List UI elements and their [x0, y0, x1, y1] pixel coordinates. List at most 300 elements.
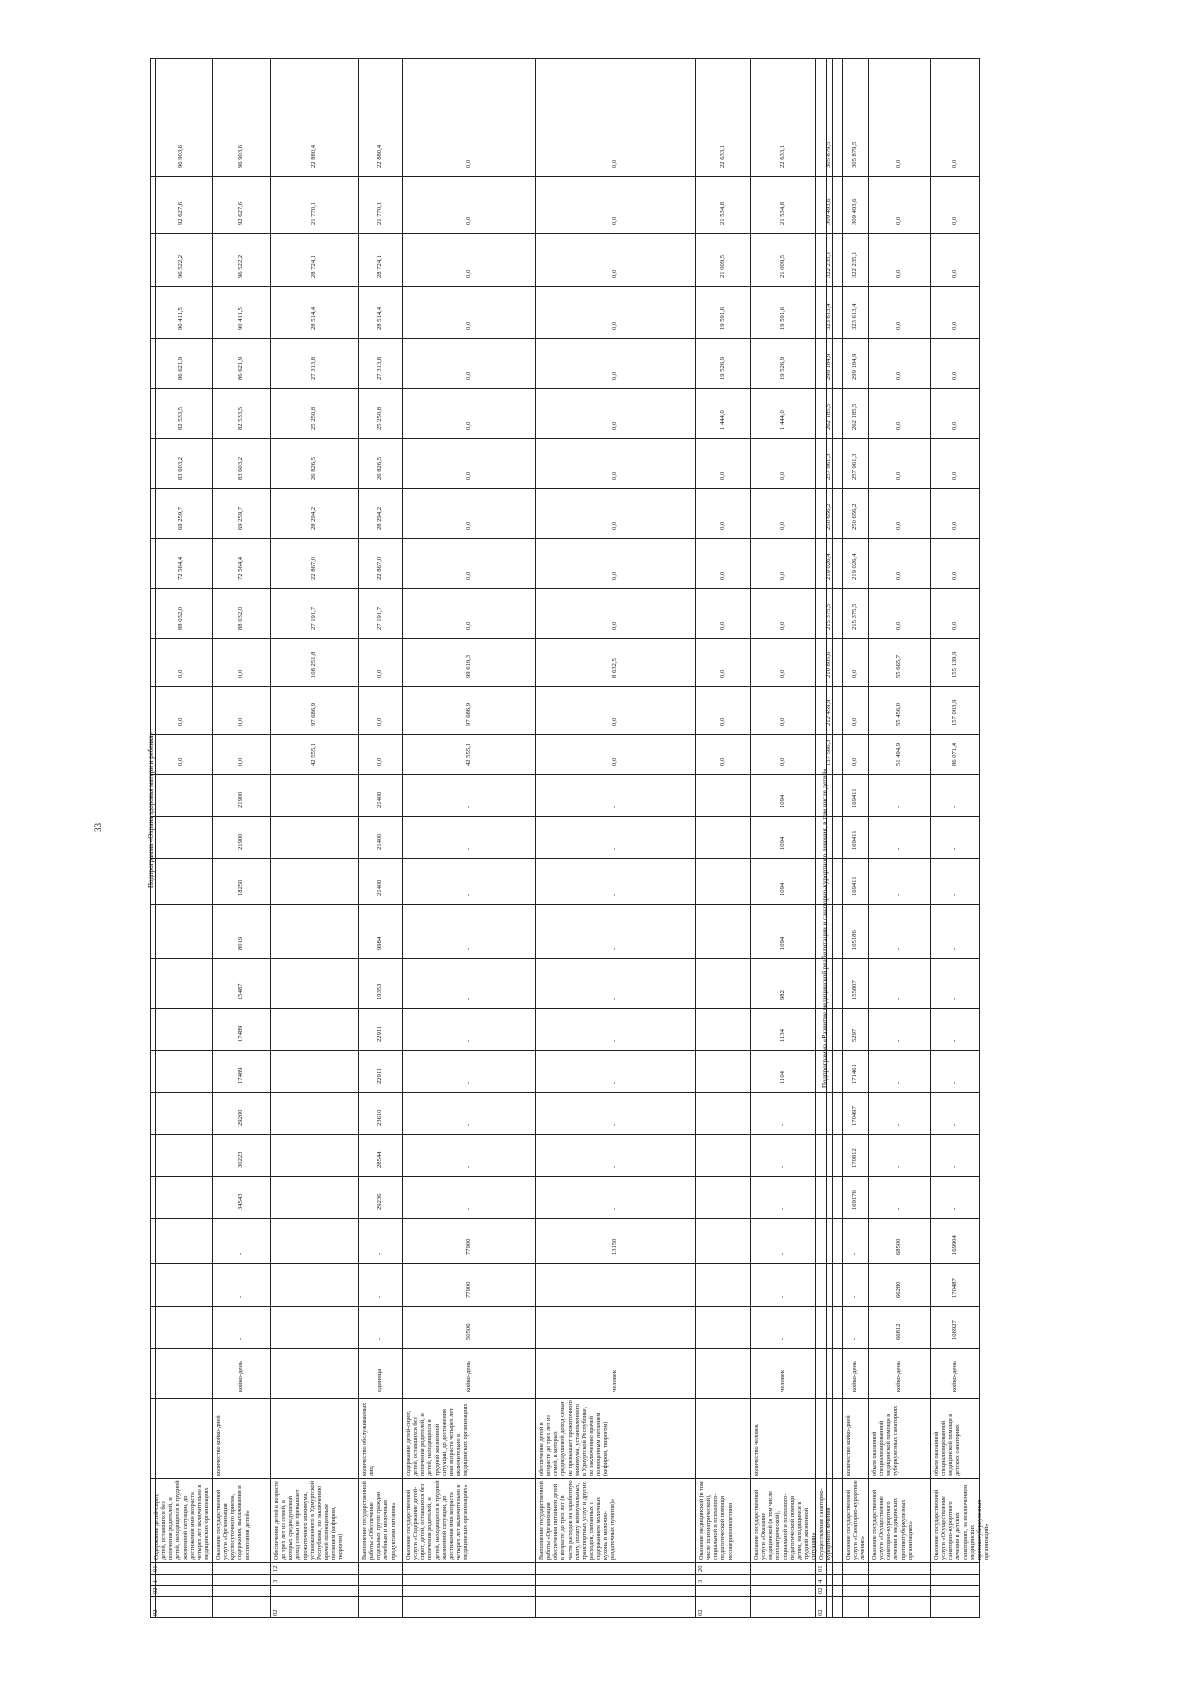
count-value: - — [895, 1207, 902, 1210]
finance-value: 72 564,4 — [177, 556, 184, 580]
finance-value: 0,0 — [895, 269, 902, 278]
code-cell: 01 — [817, 1565, 824, 1572]
finance-value: 323 613,4 — [851, 303, 858, 330]
finance-value: 219 026,4 — [851, 553, 858, 580]
count-value: 19353 — [376, 983, 383, 1000]
column-separator — [150, 638, 980, 639]
count-value: 30223 — [237, 1151, 244, 1168]
finance-value: 21 009,5 — [778, 254, 786, 278]
count-value: - — [464, 947, 472, 950]
count-value: 1104 — [778, 1071, 786, 1084]
count-value: - — [895, 805, 902, 808]
finance-value: 0,0 — [895, 371, 902, 380]
count-value: - — [895, 893, 902, 896]
row-name: Оказание государственной услуги «Оказание медицинской (в том числе психиатрической), социальной и психолого-педагогической помощи детям, находящимся в трудной жизненной ситуации» — [753, 1489, 817, 1560]
count-value: - — [951, 1207, 958, 1210]
column-separator — [150, 1218, 980, 1219]
unit: койко-день — [951, 1361, 958, 1392]
column-separator — [150, 734, 980, 735]
finance-value: 27 191,7 — [376, 606, 383, 630]
finance-value: 0,0 — [895, 521, 902, 530]
finance-value: 309 493,6 — [824, 198, 832, 225]
finance-value: 72 564,4 — [237, 556, 244, 580]
finance-value: 92 627,6 — [237, 201, 244, 225]
unit: человек — [611, 1369, 618, 1392]
indicator: обеспечение детей в возрасте до трех лет из семей, в которых среднедушевой доход семьи не превышает прожиточного минимума, установленного в Удмуртской Республике, по заключению врачей полноценным питанием (кефиром, творогом) — [538, 1400, 610, 1476]
column-separator — [150, 1263, 980, 1264]
code-cell: 02 — [152, 1609, 159, 1616]
finance-value: 0,0 — [951, 269, 958, 278]
column-separator — [150, 1092, 980, 1093]
row-name: Содержание детей-сирот, детей, оставшихся без попечения родителей, и детей, находящихся в трудной жизненной ситуации, до достижения ими возраста четырех лет включительно в медицинских организациях — [153, 1480, 210, 1560]
column-separator — [150, 1008, 980, 1009]
finance-value: 27 313,8 — [376, 356, 383, 380]
count-value: 105186 — [851, 930, 858, 950]
finance-value: 42 555,1 — [464, 742, 472, 766]
column-separator — [150, 1478, 980, 1479]
finance-value: 305 879,5 — [851, 141, 858, 168]
count-value: 169411 — [851, 876, 858, 896]
finance-value: 0,0 — [718, 717, 726, 726]
code-cell: 20 — [697, 1565, 704, 1572]
volume-value: 106927 — [951, 1320, 958, 1340]
finance-value: 257 961,3 — [851, 453, 858, 480]
finance-value: 69 259,7 — [237, 506, 244, 530]
finance-value: 51 494,9 — [895, 742, 902, 766]
finance-value: 0,0 — [895, 321, 902, 330]
finance-value: 86 071,4 — [951, 742, 958, 766]
finance-value: 69 259,7 — [177, 506, 184, 530]
column-separator — [150, 488, 980, 489]
count-value: 1094 — [778, 836, 786, 850]
count-value: 21900 — [237, 833, 244, 850]
finance-value: 0,0 — [778, 717, 786, 726]
volume-value: - — [778, 1252, 786, 1255]
row-separator — [750, 58, 751, 1618]
column-separator — [150, 1574, 980, 1575]
finance-value: 0,0 — [237, 717, 244, 726]
finance-value: 22 880,4 — [376, 144, 383, 168]
finance-value: 0,0 — [464, 269, 472, 278]
row-separator — [930, 58, 931, 1618]
finance-value: 19 526,9 — [718, 356, 726, 380]
count-value: - — [464, 1123, 472, 1126]
count-value: 29200 — [237, 1109, 244, 1126]
row-name: Оказание медицинской (в том числе психиатрической), социальной и психолого-педагогической помощи несовершеннолетним — [698, 1481, 734, 1560]
finance-value: 19 591,6 — [778, 306, 786, 330]
count-value: 21400 — [376, 791, 383, 808]
finance-value: 0,0 — [376, 669, 383, 678]
finance-value: 97 686,9 — [310, 702, 317, 726]
count-value: - — [611, 997, 618, 1000]
volume-value: 170487 — [951, 1278, 958, 1298]
finance-value: 0,0 — [611, 159, 618, 168]
count-value: 8019 — [237, 936, 244, 950]
row-name: Обеспечение детей в возрасте до трех лет из семей, в которых среднедушевой доход семьи не превышает прожиточного минимума, установленного в Удмуртской Республике, по заключению врачей полноценным питанием (кефиром, творогом) — [273, 1481, 345, 1560]
indicator: количество обслуживаемых лиц — [361, 1402, 376, 1476]
count-value: 169411 — [851, 788, 858, 808]
finance-value: 90 411,5 — [237, 307, 244, 330]
count-value: - — [464, 997, 472, 1000]
column-separator — [150, 958, 980, 959]
finance-value: 0,0 — [177, 669, 184, 678]
count-value: 155807 — [851, 980, 858, 1000]
row-name: Оказание государственной услуги «Осуществление санаторно-курортного лечения в медицинских противотуберкулезных организациях» — [871, 1489, 914, 1560]
count-value: - — [611, 947, 618, 950]
finance-value: 0,0 — [464, 621, 472, 630]
finance-value: 262 185,5 — [851, 403, 858, 430]
volume-value: 77900 — [464, 1238, 472, 1255]
finance-value: 86 621,9 — [237, 356, 244, 380]
unit: койко-день — [464, 1361, 472, 1392]
column-separator — [150, 1398, 980, 1399]
finance-value: 28 294,2 — [376, 506, 383, 530]
count-value: 169176 — [851, 1190, 858, 1210]
count-value: - — [895, 1039, 902, 1042]
count-value: - — [951, 947, 958, 950]
indicator: количество койко-дней — [845, 1415, 852, 1476]
count-value: - — [464, 847, 472, 850]
code-cell: 3 — [272, 1579, 279, 1583]
finance-value: 155 139,9 — [951, 651, 958, 678]
count-value: - — [611, 893, 618, 896]
finance-value: 25 250,8 — [376, 406, 383, 430]
finance-value: 0,0 — [611, 321, 618, 330]
finance-value: 21 770,1 — [310, 201, 317, 225]
code-cell: 02 — [817, 1587, 824, 1594]
finance-value: 22 867,0 — [310, 556, 317, 580]
finance-value: 322 235,1 — [824, 251, 832, 278]
count-value: - — [951, 893, 958, 896]
finance-value: 0,0 — [611, 471, 618, 480]
finance-value: 0,0 — [237, 757, 244, 766]
volume-value: - — [376, 1252, 383, 1255]
finance-value: 0,0 — [611, 269, 618, 278]
volume-value: 66280 — [895, 1281, 902, 1298]
finance-value: 0,0 — [611, 421, 618, 430]
subprogram-title: Подпрограмма «Охрана здоровья матери и ребенка» — [147, 731, 155, 888]
finance-value: 0,0 — [376, 717, 383, 726]
row-separator — [212, 58, 213, 1618]
row-separator — [868, 58, 869, 1618]
indicator: объем оказанной специализированной медицинской помощи в туберкулезных санаториях — [871, 1405, 900, 1476]
column-separator — [150, 774, 980, 775]
count-value: 1094 — [778, 936, 786, 950]
title-rule — [832, 58, 833, 1618]
volume-value: - — [237, 1337, 244, 1340]
volume-value: - — [778, 1337, 786, 1340]
finance-value: 28 294,2 — [310, 506, 317, 530]
finance-value: 157 003,9 — [951, 699, 958, 726]
column-separator — [150, 338, 980, 339]
finance-value: 250 656,2 — [824, 503, 832, 530]
finance-value: 305 879,5 — [824, 141, 832, 168]
finance-value: 26 826,5 — [376, 456, 383, 480]
column-separator — [150, 1585, 980, 1586]
count-value: - — [895, 997, 902, 1000]
count-value: 22911 — [376, 1025, 383, 1042]
finance-value: 86 621,9 — [177, 356, 184, 380]
column-separator — [150, 1050, 980, 1051]
count-value: 23610 — [376, 1109, 383, 1126]
unit: человек — [778, 1369, 786, 1392]
finance-value: 82 533,5 — [177, 406, 184, 430]
indicator: количество койко-дней — [215, 1415, 222, 1476]
column-separator — [150, 388, 980, 389]
unit: единица — [376, 1368, 383, 1392]
code-cell: 02 — [152, 1587, 159, 1594]
finance-value: 92 627,6 — [177, 201, 184, 225]
volume-value: 66812 — [895, 1323, 902, 1340]
finance-value: 0,0 — [951, 216, 958, 225]
finance-value: 96 903,6 — [237, 144, 244, 168]
count-value: 21900 — [237, 791, 244, 808]
finance-value: 21 534,8 — [778, 201, 786, 225]
column-separator — [150, 686, 980, 687]
column-separator — [150, 904, 980, 905]
finance-value: 42 555,1 — [310, 742, 317, 766]
volume-value: - — [237, 1295, 244, 1298]
finance-value: 21 770,1 — [376, 201, 383, 225]
finance-value: 97 686,9 — [464, 702, 472, 726]
finance-value: 8 632,5 — [611, 658, 618, 678]
finance-value: 88 032,0 — [177, 606, 184, 630]
row-name: Оказание государственной услуги «Санаторно-курортное лечение» — [845, 1480, 867, 1560]
finance-value: 0,0 — [951, 471, 958, 480]
code-cell: 02 — [817, 1609, 824, 1616]
count-value: - — [951, 1123, 958, 1126]
count-value: - — [464, 1039, 472, 1042]
finance-value: 0,0 — [464, 216, 472, 225]
finance-value: 0,0 — [464, 521, 472, 530]
count-value: 18250 — [237, 879, 244, 896]
count-value: - — [464, 1207, 472, 1210]
finance-value: 0,0 — [718, 521, 726, 530]
count-value: 1094 — [778, 882, 786, 896]
count-value: 21400 — [376, 833, 383, 850]
finance-value: 25 250,8 — [310, 406, 317, 430]
count-value: 9984 — [376, 936, 383, 950]
row-name: Оказание государственной услуги «Осуществление санаторно-курортного лечения в детских санаториях, за исключением медицинских противотуберкулезных организаций» — [933, 1484, 990, 1560]
count-value: - — [895, 1165, 902, 1168]
finance-value: 28 724,1 — [376, 254, 383, 278]
unit: койко-день — [237, 1361, 244, 1392]
row-separator — [402, 58, 403, 1618]
indicator: содержание детей-сирот, детей, оставшихся без попечения родителей, и детей, находящихся в трудной жизненной ситуации, до достижения ими возраста четырех лет включительно в медицинских организациях — [405, 1403, 469, 1476]
count-value: - — [464, 1081, 472, 1084]
finance-value: 0,0 — [237, 669, 244, 678]
count-value: 15487 — [237, 983, 244, 1000]
finance-value: 0,0 — [718, 621, 726, 630]
row-name: Оказание государственной услуги «Организация круглосуточного приема, содержания, выхаживания и воспитания детей» — [215, 1485, 251, 1560]
column-separator — [150, 1134, 980, 1135]
finance-value: 0,0 — [177, 717, 184, 726]
volume-value: - — [376, 1295, 383, 1298]
volume-value: 68500 — [895, 1238, 902, 1255]
count-value: 29236 — [376, 1193, 383, 1210]
indicator: объем оказанной специализированной медицинской помощи в детских санаториях — [933, 1413, 962, 1476]
finance-value: 0,0 — [611, 371, 618, 380]
count-value: 171461 — [851, 1064, 858, 1084]
count-value: - — [778, 1165, 786, 1168]
finance-value: 96 522,2 — [237, 254, 244, 278]
finance-value: 0,0 — [718, 471, 726, 480]
column-separator — [150, 538, 980, 539]
row-name: Выполнение государственной работы «Организация обеспечения питанием детей в возрасте до трех лет (в части расходов на заработную плату, оплату коммунальных, транспортных услуг и других расходов, связанных с содержанием молочных кухонь и молочно-раздаточных пунктов)» — [538, 1480, 617, 1560]
code-cell: 02 — [272, 1609, 279, 1616]
finance-value: 21 009,5 — [718, 254, 726, 278]
finance-value: 0,0 — [851, 757, 858, 766]
column-separator — [150, 1596, 980, 1597]
finance-value: 0,0 — [778, 757, 786, 766]
count-value: - — [464, 1165, 472, 1168]
finance-value: 219 026,4 — [824, 553, 832, 580]
finance-value: 137 566,3 — [824, 739, 832, 766]
unit: койко-день — [851, 1361, 858, 1392]
column-separator — [150, 176, 980, 177]
finance-value: 0,0 — [895, 621, 902, 630]
column-separator — [150, 233, 980, 234]
volume-value: 77900 — [464, 1281, 472, 1298]
finance-value: 210 805,6 — [824, 651, 832, 678]
finance-value: 19 591,6 — [718, 306, 726, 330]
finance-value: 0,0 — [718, 669, 726, 678]
finance-value: 99 619,3 — [464, 654, 472, 678]
code-cell: 12 — [272, 1565, 279, 1572]
finance-value: 0,0 — [778, 621, 786, 630]
finance-value: 0,0 — [951, 421, 958, 430]
row-separator — [358, 58, 359, 1618]
finance-value: 0,0 — [895, 216, 902, 225]
finance-value: 0,0 — [464, 421, 472, 430]
column-separator — [150, 858, 980, 859]
volume-value: - — [851, 1337, 858, 1340]
column-separator — [150, 588, 980, 589]
finance-value: 0,0 — [895, 471, 902, 480]
finance-value: 82 533,5 — [237, 406, 244, 430]
finance-value: 322 235,1 — [851, 251, 858, 278]
finance-value: 0,0 — [778, 669, 786, 678]
finance-value: 27 191,7 — [310, 606, 317, 630]
finance-value: 108 251,8 — [310, 651, 317, 678]
finance-value: 28 514,4 — [310, 306, 317, 330]
code-cell: 02 — [697, 1609, 704, 1616]
count-value: 21400 — [376, 879, 383, 896]
finance-value: 0,0 — [718, 571, 726, 580]
finance-value: 299 184,9 — [851, 353, 858, 380]
column-separator — [150, 286, 980, 287]
row-separator — [270, 58, 271, 1618]
column-separator — [150, 1348, 980, 1349]
finance-value: 83 603,2 — [237, 456, 244, 480]
finance-value: 83 603,2 — [177, 456, 184, 480]
finance-value: 323 613,4 — [824, 303, 832, 330]
count-value: 28544 — [376, 1151, 383, 1168]
finance-value: 1 444,0 — [718, 410, 726, 430]
column-separator — [150, 438, 980, 439]
count-value: 34543 — [237, 1193, 244, 1210]
count-value: - — [464, 893, 472, 896]
row-separator — [842, 58, 843, 1618]
unit: койко-день — [895, 1361, 902, 1392]
finance-value: 0,0 — [951, 321, 958, 330]
row-separator — [695, 58, 696, 1618]
finance-value: 0,0 — [895, 159, 902, 168]
finance-value: 27 313,8 — [310, 356, 317, 380]
count-value: - — [611, 1123, 618, 1126]
column-separator — [150, 816, 980, 817]
volume-value: - — [376, 1337, 383, 1340]
finance-value: 21 534,8 — [718, 201, 726, 225]
finance-value: 0,0 — [951, 159, 958, 168]
finance-value: 0,0 — [611, 717, 618, 726]
finance-value: 0,0 — [778, 571, 786, 580]
finance-value: 22 867,0 — [376, 556, 383, 580]
finance-value: 1 444,0 — [778, 410, 786, 430]
count-value: 982 — [778, 990, 786, 1000]
finance-value: 262 185,5 — [824, 403, 832, 430]
finance-value: 0,0 — [851, 717, 858, 726]
count-value: 170497 — [851, 1106, 858, 1126]
volume-value: - — [778, 1295, 786, 1298]
column-separator — [150, 1562, 980, 1563]
finance-value: 0,0 — [177, 757, 184, 766]
volume-value: - — [851, 1252, 858, 1255]
finance-value: 0,0 — [464, 571, 472, 580]
count-value: - — [951, 1081, 958, 1084]
column-separator — [150, 1176, 980, 1177]
finance-value: 90 411,5 — [177, 307, 184, 330]
finance-value: 309 493,6 — [851, 198, 858, 225]
finance-value: 0,0 — [778, 471, 786, 480]
indicator: количество человек — [753, 1424, 760, 1476]
finance-value: 0,0 — [951, 571, 958, 580]
volume-value: - — [237, 1252, 244, 1255]
row-name: Выполнение государственной работы «Обеспечение отдельных групп граждан лечебным и молочным продуктами питания» — [361, 1481, 397, 1560]
count-value: - — [611, 1039, 618, 1042]
count-value: - — [778, 1123, 786, 1126]
finance-value: 257 961,3 — [824, 453, 832, 480]
count-value: - — [895, 847, 902, 850]
page-number: 33 — [93, 823, 103, 832]
finance-value: 0,0 — [895, 571, 902, 580]
count-value: 22911 — [376, 1067, 383, 1084]
count-value: - — [611, 1165, 618, 1168]
finance-value: 299 184,9 — [824, 353, 832, 380]
row-name: Оказание государственной услуги «Содержание детей-сирот, детей, оставшихся без попечения родителей, и детей, находящихся в трудной жизненной ситуации, до достижения ими возраста четырех лет включительно в медицинских организациях» — [405, 1480, 469, 1560]
finance-value: 212 459,9 — [824, 699, 832, 726]
count-value: - — [895, 1081, 902, 1084]
count-value: - — [951, 1039, 958, 1042]
finance-value: 0,0 — [611, 571, 618, 580]
volume-value: 13150 — [611, 1238, 618, 1255]
finance-value: 0,0 — [611, 216, 618, 225]
finance-value: 26 826,5 — [310, 456, 317, 480]
finance-value: 0,0 — [611, 757, 618, 766]
count-value: 170812 — [851, 1148, 858, 1168]
count-value: - — [951, 1165, 958, 1168]
count-value: 17489 — [237, 1025, 244, 1042]
count-value: - — [951, 805, 958, 808]
volume-value: 169904 — [951, 1235, 958, 1255]
count-value: - — [951, 847, 958, 850]
column-separator — [150, 1306, 980, 1307]
title-rule — [155, 58, 156, 1618]
finance-value: 22 633,1 — [778, 144, 786, 168]
count-value: - — [611, 847, 618, 850]
count-value: - — [778, 1207, 786, 1210]
finance-value: 55 665,7 — [895, 654, 902, 678]
